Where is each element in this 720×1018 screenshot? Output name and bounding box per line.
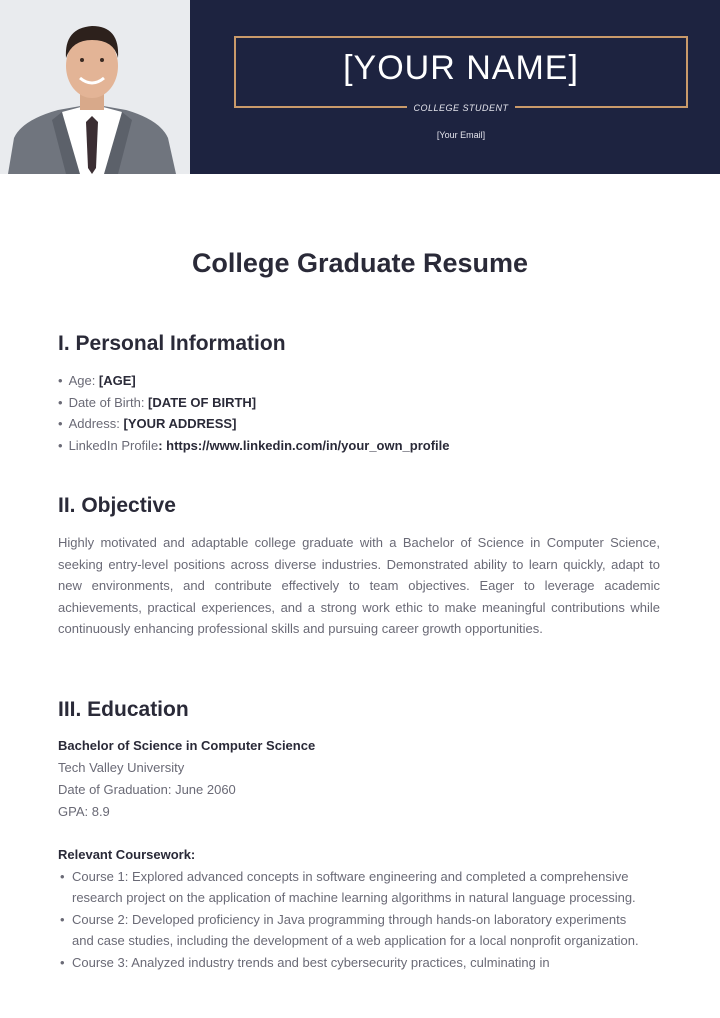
section-heading-objective: II. Objective [58,494,176,517]
list-item [58,370,450,392]
item-label: Date of Birth: [68,394,149,410]
university-name: Tech Valley University [58,760,185,775]
section-heading-personal: I. Personal Information [58,332,286,355]
degree-name: Bachelor of Science in Computer Science [58,738,316,753]
profile-photo [0,0,190,174]
section-heading-education: III. Education [58,698,189,721]
coursework-heading: Relevant Coursework: [58,847,196,862]
list-item [58,413,450,435]
list-item [58,435,450,457]
coursework-list [58,866,648,974]
personal-info-list [58,370,450,456]
role-label: COLLEGE STUDENT [407,103,514,113]
item-label: Age: [68,373,99,388]
document-title: College Graduate Resume [191,248,529,278]
email-line: [Your Email] [436,130,486,140]
graduation-date: Date of Graduation: June 2060 [58,782,236,797]
course-item: • Course 3: Analyzed industry trends and best cybersecurity practices, culminating in [58,952,648,973]
objective-paragraph: Highly motivated and adaptable college graduate with a Bachelor of Science in Computer Science, seeking entry-level positions across diverse industries. Demonstrated ability to learn quickly, adapt to new environments, and contribute effectively to team objectives. Eager to leverage academic achievements, practical experiences, and a strong work ethic to make meaningful contributions while continuously enhancing professional skills and pursuing career growth opportunities. [58,535,660,637]
course-item: • Course 2: Developed proficiency in Java programming through hands-on laboratory experiments and case studies, including the development of a web application for a local nonprofit organization. [58,909,648,951]
item-label: LinkedIn Profile [68,437,159,453]
item-value: [YOUR ADDRESS] [123,416,237,431]
role-subtitle [234,98,688,117]
item-value: [AGE] [98,373,136,388]
item-label: Address: [68,416,124,431]
list-item [58,392,450,414]
gpa-value: GPA: 8.9 [58,804,110,819]
applicant-name: [YOUR NAME] [343,49,579,87]
item-value: [DATE OF BIRTH] [148,394,257,410]
person-photo-icon [0,0,190,174]
item-value: : https://www.linkedin.com/in/your_own_profile [158,437,450,453]
course-item: • Course 1: Explored advanced concepts in software engineering and completed a comprehensive research project on the application of machine learning algorithms in natural language processing. [58,866,648,908]
header-banner [0,0,720,174]
